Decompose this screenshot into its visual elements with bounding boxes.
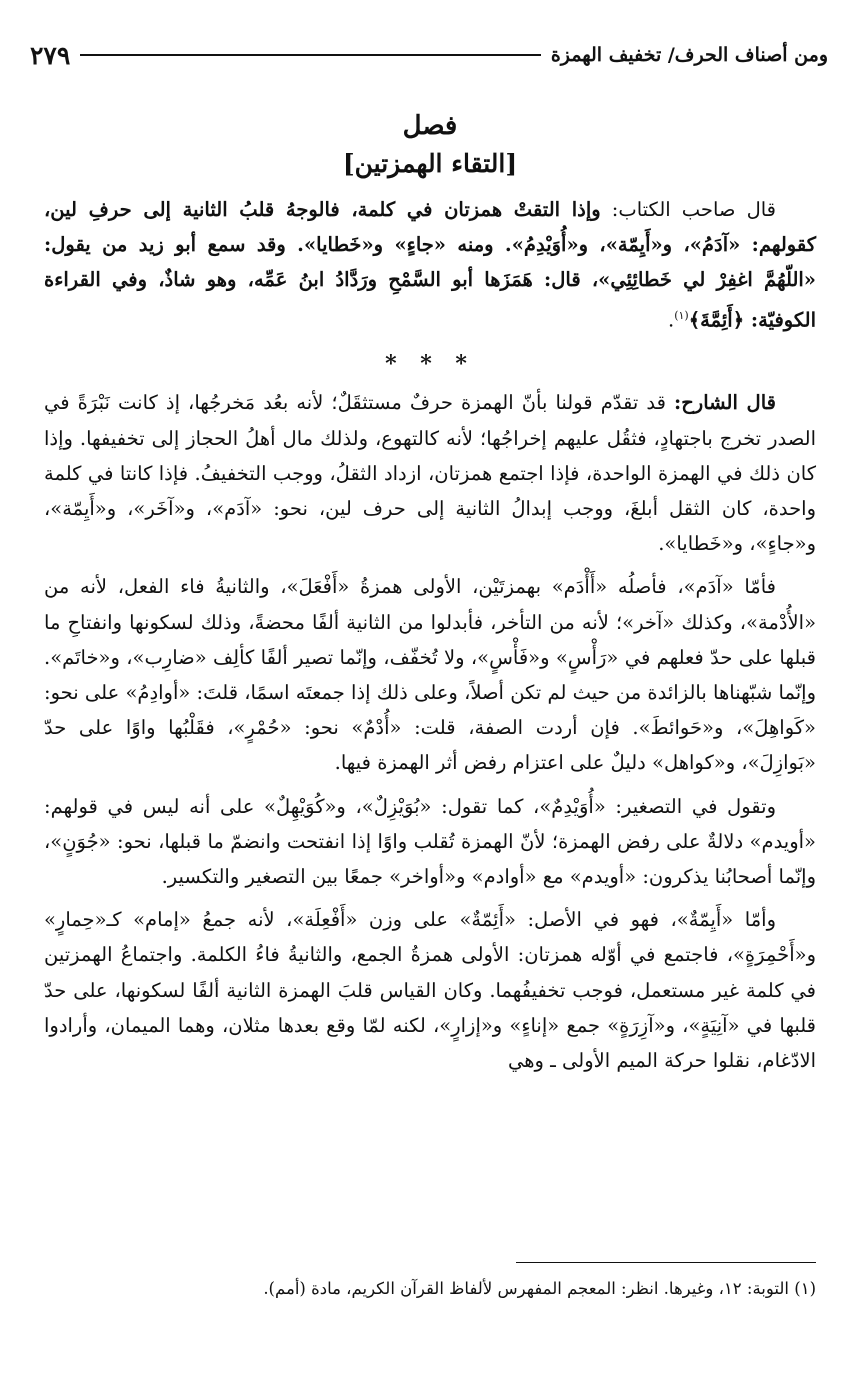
footnote-rule	[516, 1262, 816, 1263]
sharh-speaker: قال الشارح:	[674, 391, 776, 415]
matn-text: وإذا التقتْ همزتان في كلمة، فالوجهُ قلبُ الثانية إلى حرفِ لين، كقولهم: «آدَمُ»، و«أَيِمّة»، و«أُوَيْدِمُ». ومنه «جاءٍ» و«خَطايا». وقد سمع أبو زيد من يقول: «اللّهُمَّ اغفِرْ لي خَطائِئِي»، قال: هَمَزَها أبو السَّمْحِ ورَدَّادُ ابنُ عَمِّه، وهو شاذٌ، وفي القراءة الكوفيّة: ﴿أَئِمَّةَ﴾	[44, 198, 816, 332]
sharh-paragraph-3: وتقول في التصغير: «أُوَيْدِمٌ»، كما تقول: «بُوَيْزِلٌ»، و«كُوَيْهِلٌ» على أنه ليس في قولهم: «أويدم» دلالةٌ على رفض الهمزة؛ لأنّ الهمزة تُقلب واوًا إذا انفتحت وانضمّ ما قبلها، نحو: «جُوَنٍ»، وإنّما أصحابُنا يذكرون: «أويدم» مع «أوادم» و«أواخر» جمعًا بين التصغير والتكسير.	[44, 794, 816, 888]
sharh-paragraph-4: وأمّا «أَيِمّةٌ»، فهو في الأصل: «أَئِمّةٌ» على وزن «أَفْعِلَة»، لأنه جمعُ «إمام» كـ«حِمارٍ» و«أَحْمِرَةٍ»، فاجتمع في أوّله همزتان: الأولى همزةُ الجمع، والثانيةُ فاءُ الكلمة. واجتماعُ الهمزتين في كلمة غير مستعمل، فوجب تخفيفُهما. وكان القياس قلبَ الهمزة الثانية ألفًا لسكونها، على حدّ قلبها في «آنِيَةٍ»، و«آزِرَةٍ» جمع «إناءٍ» و«إزارٍ»، لكنه لمّا وقع بعدها مثلان، وهما الميمان، وأرادوا الادّغام، نقلوا حركة الميم الأولى ـ وهي	[44, 908, 816, 1072]
page-number: ٢٧٩	[30, 40, 71, 70]
main-text	[44, 108, 816, 1078]
section-title: فصل	[402, 111, 458, 141]
footnote-reference: (١)	[674, 308, 689, 322]
section-divider: * * *	[385, 351, 475, 378]
sharh-paragraph-2: فأمّا «آدَم»، فأصلُه «أَأْدَم» بهمزتَيْن، الأولى همزةُ «أَفْعَلَ»، والثانيةُ فاء الفعل، لأنه من «الأُدْمة»، وكذلك «آخر»؛ لأنه من التأخر، فأبدلوا من الثانية ألفًا محضةً، وذلك لسكونها وانفتاحِ ما قبلها على حدّ فعلهم في «رَأْسٍ» و«فَأْسٍ»، ولا تُخفّف، وإنّما تصير ألفًا كألِف «ضارِب»، و«خاتَم». وإنّما شبّهناها بالزائدة من حيث لم تكن أصلاً، وعلى ذلك إذا جمعتَه اسمًا، قلتَ: «أوادِمُ» على نحو: «كَواهِلَ»، و«حَوائطَ». فإن أردت الصفة، قلت: «أُدْمٌ» نحو: «حُمْرٍ»، فقَلْبُها واوًا على حدّ «بَوازِلَ»، و«كواهل» دليلٌ على اعتزام رفض أثر الهمزة فيها.	[44, 575, 816, 775]
footnote: (١) التوبة: ١٢، وغيرها. انظر: المعجم المفهرس لألفاظ القرآن الكريم، مادة (أمم).	[263, 1279, 816, 1298]
matn-end: .	[668, 308, 675, 332]
matn-paragraph	[44, 192, 816, 337]
running-title: ومن أصناف الحرف/ تخفيف الهمزة	[550, 44, 828, 66]
sharh-paragraph-1	[44, 385, 816, 561]
header-rule	[80, 54, 541, 56]
section-subtitle: [التقاء الهمزتين]	[342, 149, 518, 178]
matn-speaker: قال صاحب الكتاب:	[611, 198, 777, 221]
running-header	[30, 38, 828, 72]
sharh-text-1: قد تقدّم قولنا بأنّ الهمزة حرفٌ مستثقَلٌ؛ لأنه بعُد مَخرجُها، إذ كانت نَبْرَةً في الصدر تخرج باجتهادٍ، فثقُل عليهم إخراجُها؛ لأنه كالتهوع، ولذلك مال أهلُ الحجاز إلى تخفيفها. وإذا كان ذلك في الهمزة الواحدة، فإذا اجتمع همزتان، ازداد الثقلُ، ووجب التخفيفُ. فإذا كانتا في كلمة واحدة، كان الثقل أبلغَ، ووجب إبدالُ الثانية إلى حرف لين، نحو: «آدَم»، و«آخَر»، و«أَيِمّة»، و«جاءٍ»، و«خَطايا».	[44, 391, 816, 556]
